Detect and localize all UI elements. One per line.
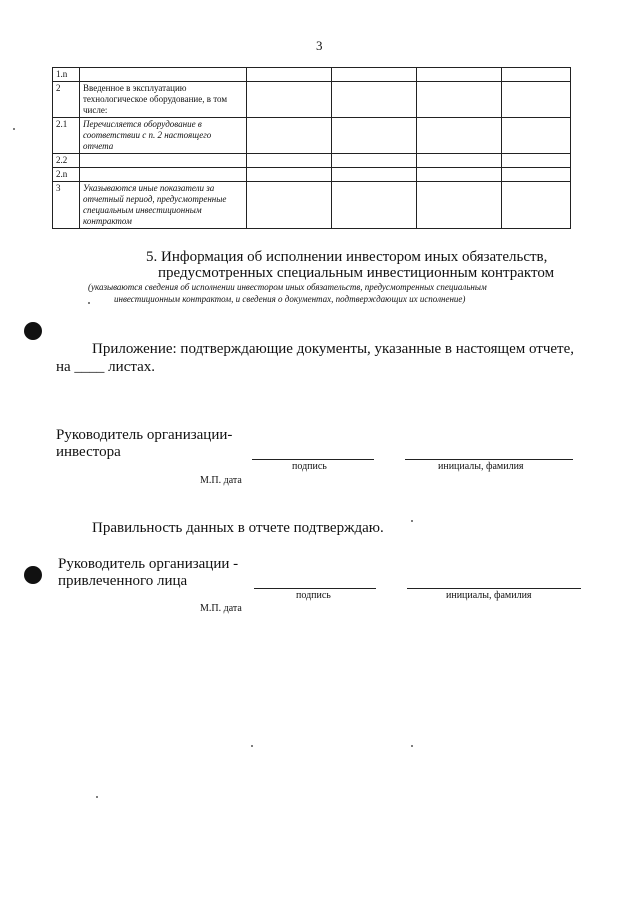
- value-cell: [502, 82, 571, 118]
- row-description-cell: Указываются иные показатели за отчетный период, предусмотренные специальным инвестиционным контрактом: [80, 182, 247, 229]
- value-cell: [502, 182, 571, 229]
- value-cell: [247, 68, 332, 82]
- table-row: [53, 168, 571, 182]
- name-caption: инициалы, фамилия: [438, 461, 524, 472]
- appendix-text: Приложение: подтверждающие документы, указанные в настоящем отчете,: [92, 341, 574, 357]
- name-caption: инициалы, фамилия: [446, 590, 532, 601]
- scan-speck: [251, 745, 253, 747]
- section-5-note: (указываются сведения об исполнении инвестором иных обязательств, предусмотренных специальным: [88, 282, 487, 292]
- row-description-cell: Перечисляется оборудование в соответствии с п. 2 настоящего отчета: [80, 118, 247, 154]
- scan-speck: [411, 520, 413, 522]
- name-line: [405, 459, 573, 460]
- value-cell: [332, 82, 417, 118]
- section-5-note-cont: инвестиционным контрактом, и сведения о документах, подтверждающих их исполнение): [114, 294, 466, 304]
- scan-speck: [88, 302, 90, 304]
- row-number-cell: 3: [53, 182, 80, 229]
- scan-speck: [96, 796, 98, 798]
- stamp-date-label: М.П. дата: [200, 603, 242, 614]
- value-cell: [417, 182, 502, 229]
- table-row: [53, 154, 571, 168]
- signature-caption: подпись: [292, 461, 327, 472]
- row-description-cell: [80, 168, 247, 182]
- row-description-cell: [80, 68, 247, 82]
- indicators-table: [52, 67, 571, 229]
- investor-head-label-cont: инвестора: [56, 444, 121, 460]
- value-cell: [247, 118, 332, 154]
- value-cell: [247, 82, 332, 118]
- signature-line: [252, 459, 374, 460]
- attracted-head-label: Руководитель организации -: [58, 556, 239, 572]
- value-cell: [417, 68, 502, 82]
- name-line: [407, 588, 581, 589]
- value-cell: [332, 118, 417, 154]
- row-number-cell: 2: [53, 82, 80, 118]
- investor-head-label: Руководитель организации-: [56, 427, 233, 443]
- row-description-cell: [80, 154, 247, 168]
- punch-hole-mark: [24, 566, 42, 584]
- value-cell: [332, 68, 417, 82]
- value-cell: [417, 154, 502, 168]
- value-cell: [332, 154, 417, 168]
- value-cell: [247, 168, 332, 182]
- value-cell: [502, 168, 571, 182]
- value-cell: [247, 154, 332, 168]
- value-cell: [417, 168, 502, 182]
- value-cell: [332, 182, 417, 229]
- value-cell: [502, 154, 571, 168]
- signature-line: [254, 588, 376, 589]
- table-row: [53, 118, 571, 154]
- value-cell: [332, 168, 417, 182]
- scan-speck: [13, 128, 15, 130]
- scan-speck: [411, 745, 413, 747]
- value-cell: [417, 118, 502, 154]
- value-cell: [502, 68, 571, 82]
- appendix-sheets-text: на ____ листах.: [56, 359, 156, 375]
- section-5-title: 5. Информация об исполнении инвестором иных обязательств,: [146, 249, 548, 265]
- signature-caption: подпись: [296, 590, 331, 601]
- row-number-cell: 2.n: [53, 168, 80, 182]
- row-description-cell: Введенное в эксплуатацию технологическое оборудование, в том числе:: [80, 82, 247, 118]
- table-row: [53, 68, 571, 82]
- table-row: [53, 82, 571, 118]
- section-5-title-cont: предусмотренных специальным инвестиционным контрактом: [158, 265, 555, 281]
- stamp-date-label: М.П. дата: [200, 475, 242, 486]
- row-number-cell: 2.1: [53, 118, 80, 154]
- value-cell: [247, 182, 332, 229]
- punch-hole-mark: [24, 322, 42, 340]
- attracted-head-label-cont: привлеченного лица: [58, 573, 188, 589]
- table-row: [53, 182, 571, 229]
- value-cell: [417, 82, 502, 118]
- value-cell: [502, 118, 571, 154]
- confirmation-text: Правильность данных в отчете подтверждаю.: [92, 520, 384, 536]
- page-number: 3: [316, 38, 323, 53]
- row-number-cell: 2.2: [53, 154, 80, 168]
- row-number-cell: 1.n: [53, 68, 80, 82]
